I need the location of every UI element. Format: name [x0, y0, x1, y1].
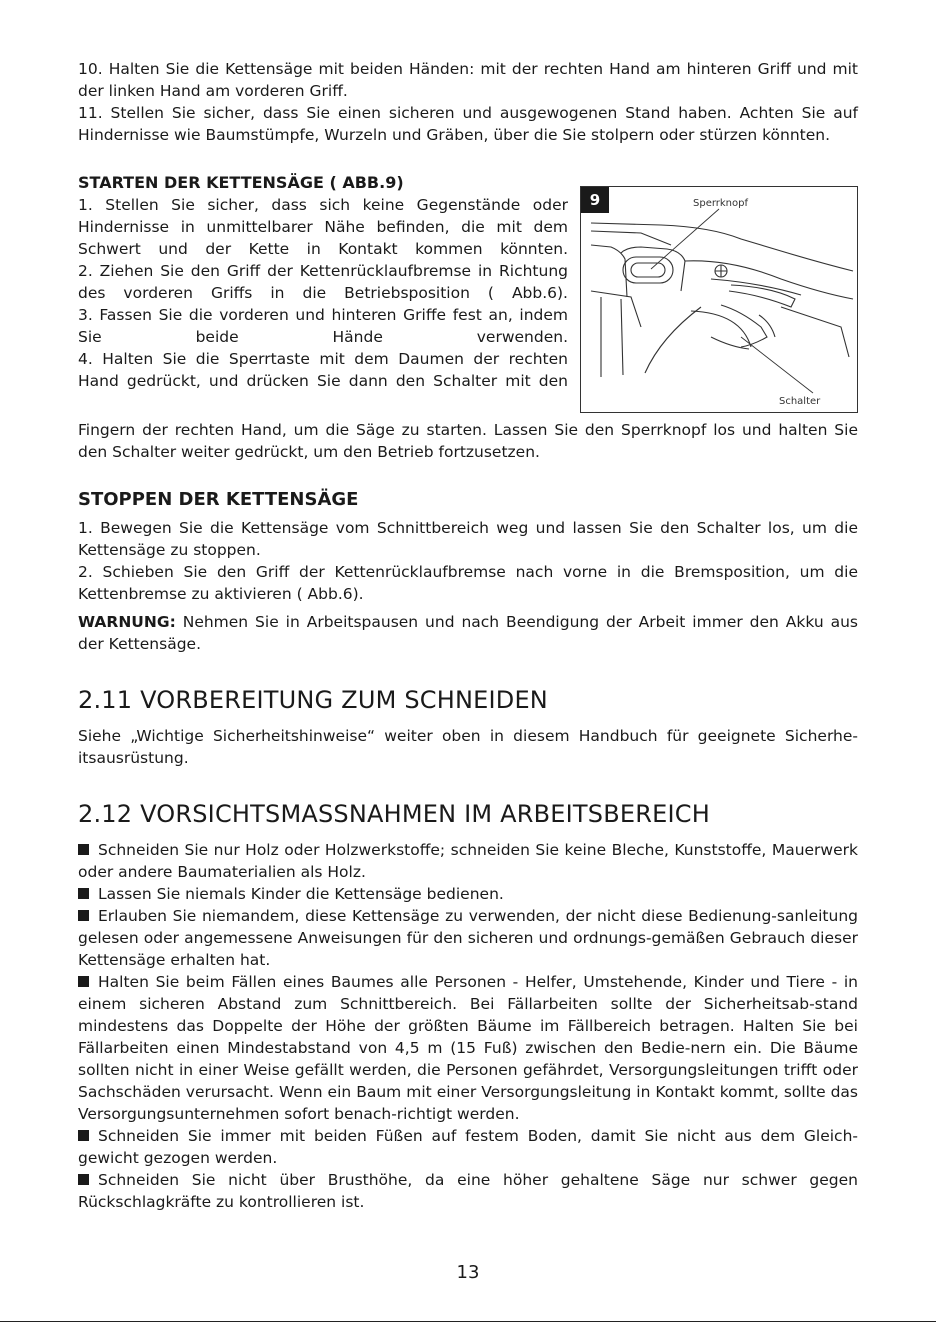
- precaution-2: Lassen Sie niemals Kinder die Kettensäge bedienen.: [78, 883, 858, 905]
- page-number: 13: [456, 1262, 480, 1283]
- section-2-11-heading: 2.11 VORBEREITUNG ZUM SCHNEIDEN: [78, 686, 548, 714]
- chainsaw-handle-illustration: [581, 187, 857, 412]
- section-2-12-heading: 2.12 VORSICHTSMASSNAHMEN IM ARBEITSBEREICH: [78, 800, 710, 828]
- start-step-1: 1. Stellen Sie sicher, dass sich keine Gegenstände oder Hindernisse in unmittelbarer Nähe befinden, die mit dem Schwert und der Kette in Kontakt kommen könnten.: [78, 196, 568, 258]
- start-section: [78, 191, 858, 413]
- label-schalter: Schalter: [779, 396, 821, 407]
- label-sperrknopf: Sperrknopf: [693, 198, 749, 209]
- start-step-4-continued: Fingern der rechten Hand, um die Säge zu starten. Lassen Sie den Sperrknopf los und halten Sie den Schalter weiter gedrückt, um den Betrieb fortzusetzen.: [78, 421, 858, 461]
- start-heading: STARTEN DER KETTENSÄGE ( ABB.9): [78, 173, 404, 192]
- start-step-3: 3. Fassen Sie die vorderen und hinteren Griffe fest an, indem Sie beide Hände verwenden.: [78, 306, 568, 346]
- precaution-1: Schneiden Sie nur Holz oder Holzwerkstoffe; schneiden Sie keine Bleche, Kunststoffe, Mauerwerk oder andere Baumaterialien als Holz.: [78, 841, 858, 881]
- precaution-3: Erlauben Sie niemandem, diese Kettensäge zu verwenden, der nicht diese Bedienung-sanleitung gelesen oder angemessene Anweisungen für den sicheren und ordnungs-gemäßen Gebrauch dieser Kettensäge erhalten hat.: [78, 907, 858, 969]
- figure-9: [580, 186, 858, 413]
- warning: [78, 611, 858, 655]
- intro-step-11: 11. Stellen Sie sicher, dass Sie einen sicheren und ausgewogenen Stand haben. Achten Sie auf Hindernisse wie Baumstümpfe, Wurzeln und Gräben, über die Sie stolpern oder stürzen könnten.: [78, 104, 858, 144]
- precaution-5: Schneiden Sie immer mit beiden Füßen auf festem Boden, damit Sie nicht aus dem Gleich-gewicht gezogen werden.: [78, 1127, 858, 1167]
- precaution-4: Halten Sie beim Fällen eines Baumes alle Personen - Helfer, Umstehende, Kinder und Tiere - in einem sicheren Abstand zum Schnittbereich. Bei Fällarbeiten sollte der Sicherheitsab-stand mindestens das Doppelte der Höhe der größten Bäume im Fällbereich betragen. Halten Sie bei Fällarbeiten einen Mindestabstand von 4,5 m (15 Fuß) zwischen den Bedie-nern ein. Die Bäume sollten nicht in einer Weise gefällt werden, die Personen gefährdet, Versorgungsleitungen trifft oder Sachschäden verursacht. Wenn ein Baum mit einer Versorgungsleitung in Kontakt kommt, sollte das Versorgungsunternehmen sofort benach-richtigt werden.: [78, 973, 858, 1123]
- start-steps: [78, 194, 568, 413]
- start-step-2: 2. Ziehen Sie den Griff der Kettenrücklaufbremse in Richtung des vorderen Griffs in die Betriebsposition ( Abb.6).: [78, 262, 568, 302]
- bottom-rule: [0, 1321, 936, 1322]
- page-content: [78, 58, 858, 1213]
- precaution-6: Schneiden Sie nicht über Brusthöhe, da eine höher gehaltene Säge nur schwer gegen Rückschlagkräfte zu kontrollieren ist.: [78, 1171, 858, 1211]
- warning-label: WARNUNG:: [78, 613, 176, 631]
- figure-number: 9: [581, 187, 609, 213]
- intro-step-10: 10. Halten Sie die Kettensäge mit beiden Händen: mit der rechten Hand am hinteren Griff und mit der linken Hand am vorderen Griff.: [78, 60, 858, 100]
- warning-text: Nehmen Sie in Arbeitspausen und nach Beendigung der Arbeit immer den Akku aus der Kettensäge.: [78, 613, 858, 653]
- stop-step-1: 1. Bewegen Sie die Kettensäge vom Schnittbereich weg und lassen Sie den Schalter los, um die Kettensäge zu stoppen.: [78, 519, 858, 559]
- stop-heading: STOPPEN DER KETTENSÄGE: [78, 489, 359, 510]
- section-2-11-text: Siehe „Wichtige Sicherheitshinweise“ weiter oben in diesem Handbuch für geeignete Sicherhe-itsausrüstung.: [78, 727, 858, 767]
- start-step-4: 4. Halten Sie die Sperrtaste mit dem Daumen der rechten Hand gedrückt, und drücken Sie dann den Schalter mit den: [78, 350, 568, 390]
- stop-step-2: 2. Schieben Sie den Griff der Kettenrücklaufbremse nach vorne in die Bremsposition, um die Kettenbremse zu aktivieren ( Abb.6).: [78, 563, 858, 603]
